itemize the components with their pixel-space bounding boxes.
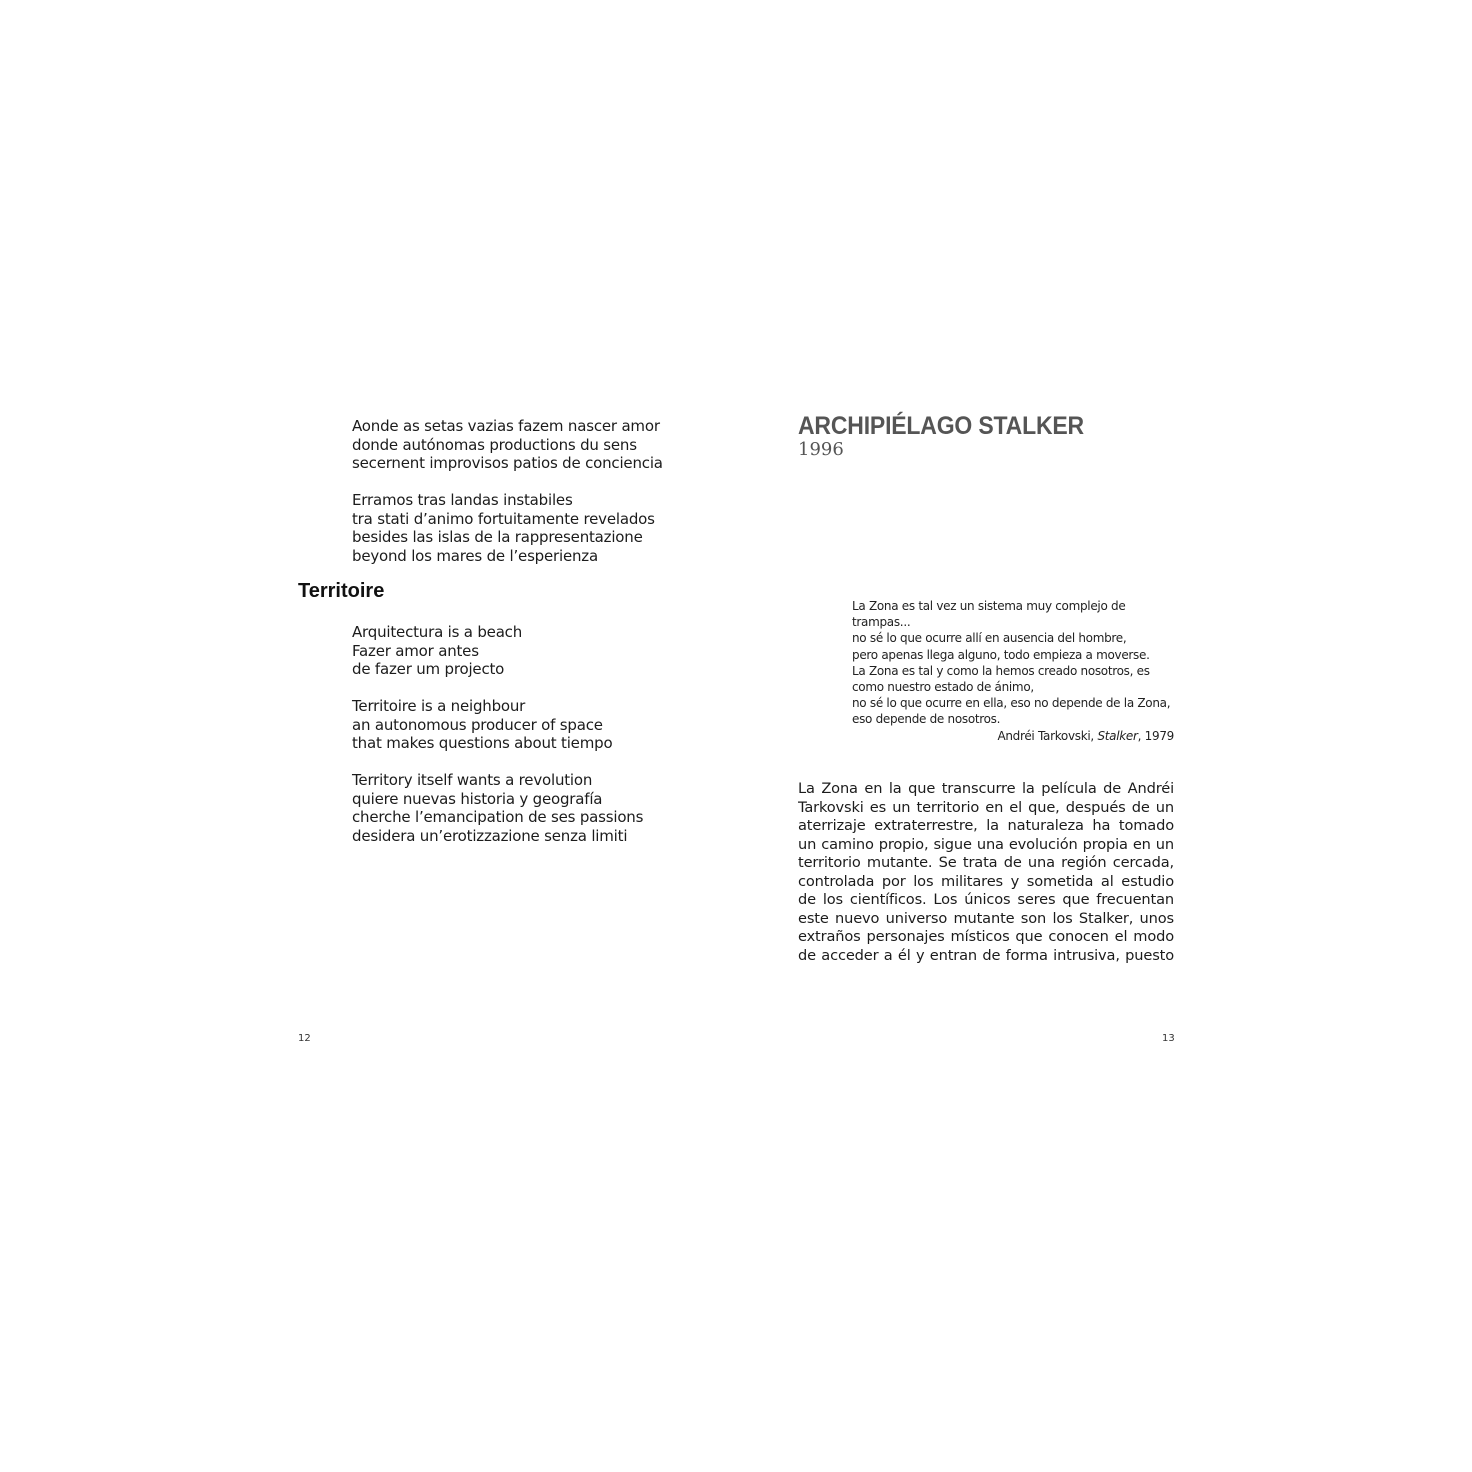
quote-line: no sé lo que ocurre en ella, eso no depende de la Zona, bbox=[852, 696, 1171, 711]
verse-line: desidera un’erotizzazione senza limiti bbox=[352, 826, 628, 845]
attribution-work: Stalker bbox=[1097, 728, 1138, 743]
verse-line: besides las islas de la rappresentazione bbox=[352, 528, 643, 546]
quote-line: no sé lo que ocurre allí en ausencia del hombre, bbox=[852, 631, 1127, 646]
quote-line: pero apenas llega alguno, todo empieza a moverse. bbox=[852, 647, 1150, 662]
body-line: este nuevo universo mutante son los Stalker, unos bbox=[798, 909, 1174, 927]
body-line: aterrizaje extraterrestre, la naturaleza ha tomado bbox=[798, 817, 1174, 834]
quote-line: La Zona es tal y como la hemos creado nosotros, es bbox=[852, 663, 1150, 678]
verse-line: Erramos tras landas instabiles bbox=[352, 491, 573, 509]
stanza-1 bbox=[352, 417, 663, 473]
epigraph-quote bbox=[852, 598, 1174, 744]
body-line: de los científicos. Los únicos seres que frecuentan bbox=[798, 891, 1174, 908]
stanza-3 bbox=[352, 623, 522, 679]
body-line: un camino propio, sigue una evolución propia en un bbox=[798, 835, 1174, 853]
verse-line: de fazer um projecto bbox=[352, 660, 505, 678]
verse-line: tra stati d’animo fortuitamente revelados bbox=[352, 509, 655, 528]
body-line: de acceder a él y entran de forma intrusiva, puesto bbox=[798, 946, 1174, 964]
verse-line: Arquitectura is a beach bbox=[352, 623, 523, 641]
attribution-author: Andréi Tarkovski, bbox=[997, 728, 1098, 743]
body-line: controlada por los militares y sometida al estudio bbox=[798, 872, 1174, 890]
verse-line: Territoire is a neighbour bbox=[352, 697, 526, 715]
section-title: Territoire bbox=[298, 580, 385, 602]
quote-attribution bbox=[852, 728, 1174, 744]
body-line: La Zona en la que transcurre la película de Andréi bbox=[798, 780, 1174, 797]
verse-line: an autonomous producer of space bbox=[352, 715, 603, 734]
verse-line: cherche l’emancipation de ses passions bbox=[352, 808, 644, 826]
quote-line: trampas... bbox=[852, 615, 911, 630]
stanza-2 bbox=[352, 491, 655, 565]
body-line: territorio mutante. Se trata de una región cercada, bbox=[798, 854, 1174, 871]
quote-line: como nuestro estado de ánimo, bbox=[852, 680, 1034, 695]
verse-line: Aonde as setas vazias fazem nascer amor bbox=[352, 417, 660, 435]
chapter-title: ARCHIPIÉLAGO STALKER bbox=[798, 412, 1084, 440]
body-paragraph bbox=[798, 780, 1174, 965]
verse-line: that makes questions about tiempo bbox=[352, 734, 613, 752]
quote-line: La Zona es tal vez un sistema muy complejo de bbox=[852, 599, 1126, 613]
verse-line: Fazer amor antes bbox=[352, 641, 479, 660]
attribution-year: , 1979 bbox=[1137, 728, 1174, 743]
page-number-left: 12 bbox=[298, 1033, 311, 1044]
quote-line: eso depende de nosotros. bbox=[852, 712, 1001, 727]
verse-line: beyond los mares de l’esperienza bbox=[352, 546, 598, 565]
verse-line: donde autónomas productions du sens bbox=[352, 435, 637, 454]
verse-line: quiere nuevas historia y geografía bbox=[352, 789, 603, 808]
stanza-4 bbox=[352, 697, 612, 753]
stanza-5 bbox=[352, 771, 643, 845]
body-line: extraños personajes místicos que conocen el modo bbox=[798, 928, 1174, 945]
page-number-right: 13 bbox=[1162, 1033, 1175, 1044]
body-line: Tarkovski es un territorio en el que, después de un bbox=[798, 798, 1174, 816]
chapter-year: 1996 bbox=[798, 439, 844, 460]
verse-line: Territory itself wants a revolution bbox=[352, 771, 593, 789]
verse-line: secernent improvisos patios de conciencia bbox=[352, 454, 663, 472]
